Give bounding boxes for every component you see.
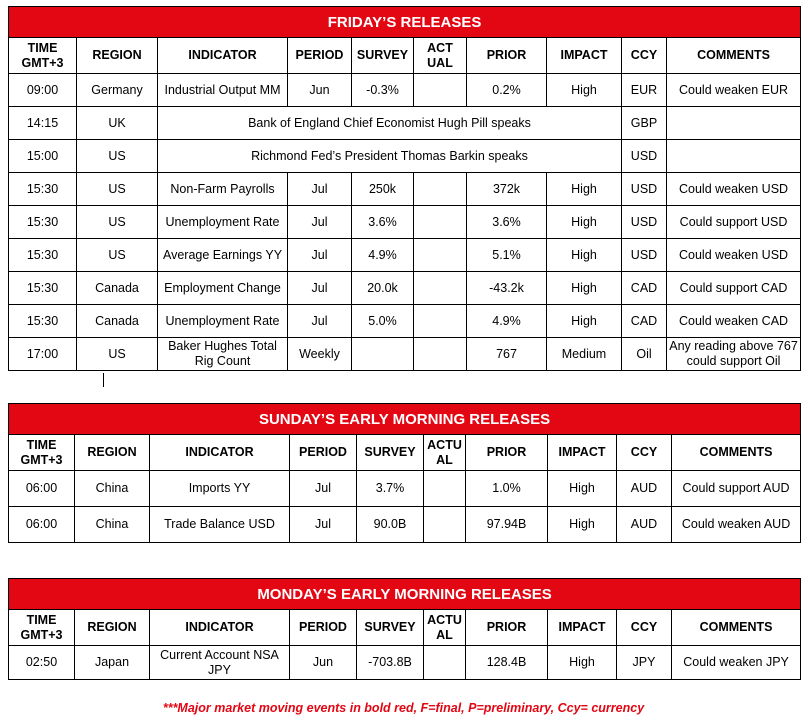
col-time: TIME GMT+3	[9, 610, 75, 646]
cell-survey	[352, 338, 414, 371]
cell-survey: 20.0k	[352, 272, 414, 305]
cell-time: 15:30	[9, 272, 77, 305]
cell-indicator: Baker Hughes Total Rig Count	[158, 338, 288, 371]
col-ccy: CCY	[617, 435, 672, 471]
cell-indicator: Average Earnings YY	[158, 239, 288, 272]
table-row	[9, 646, 801, 680]
table-row	[9, 140, 801, 173]
cell-actual	[424, 646, 466, 680]
cell-comments: Could weaken USD	[667, 239, 801, 272]
table-row	[9, 338, 801, 371]
col-region: REGION	[75, 435, 150, 471]
col-prior: PRIOR	[466, 610, 548, 646]
cell-period: Jul	[288, 206, 352, 239]
cell-indicator: Trade Balance USD	[150, 507, 290, 543]
col-actual: ACT UAL	[414, 38, 467, 74]
friday-header-row	[9, 38, 801, 74]
cell-actual	[424, 471, 466, 507]
cell-region: Japan	[75, 646, 150, 680]
cell-survey: 4.9%	[352, 239, 414, 272]
col-survey: SURVEY	[352, 38, 414, 74]
col-ccy: CCY	[622, 38, 667, 74]
col-period: PERIOD	[290, 610, 357, 646]
col-ccy: CCY	[617, 610, 672, 646]
cell-comments: Could support AUD	[672, 471, 801, 507]
cell-prior: 5.1%	[467, 239, 547, 272]
cell-time: 15:30	[9, 173, 77, 206]
cell-indicator: Imports YY	[150, 471, 290, 507]
cell-actual	[414, 272, 467, 305]
cell-comments: Could weaken AUD	[672, 507, 801, 543]
col-survey: SURVEY	[357, 610, 424, 646]
cell-survey: -703.8B	[357, 646, 424, 680]
cell-comments: Could weaken USD	[667, 173, 801, 206]
cell-actual	[414, 206, 467, 239]
cell-prior: 4.9%	[467, 305, 547, 338]
cell-region: UK	[77, 107, 158, 140]
cell-indicator: Industrial Output MM	[158, 74, 288, 107]
cell-survey: 5.0%	[352, 305, 414, 338]
cell-time: 14:15	[9, 107, 77, 140]
col-impact: IMPACT	[548, 610, 617, 646]
cell-actual	[424, 507, 466, 543]
cell-impact: High	[547, 173, 622, 206]
col-indicator: INDICATOR	[150, 435, 290, 471]
col-time: TIME GMT+3	[9, 435, 75, 471]
cell-region: China	[75, 471, 150, 507]
col-actual: ACTU AL	[424, 435, 466, 471]
cell-region: Canada	[77, 272, 158, 305]
col-prior: PRIOR	[467, 38, 547, 74]
cell-prior: 128.4B	[466, 646, 548, 680]
cell-actual	[414, 173, 467, 206]
cell-period: Jul	[288, 272, 352, 305]
cell-ccy: AUD	[617, 507, 672, 543]
cell-time: 02:50	[9, 646, 75, 680]
cell-indicator: Unemployment Rate	[158, 206, 288, 239]
cell-ccy: USD	[622, 140, 667, 173]
cell-impact: High	[547, 206, 622, 239]
col-comments: COMMENTS	[667, 38, 801, 74]
table-row	[9, 239, 801, 272]
cell-time: 15:30	[9, 239, 77, 272]
cell-time: 15:30	[9, 305, 77, 338]
cell-impact: High	[547, 272, 622, 305]
table-row	[9, 173, 801, 206]
cell-indicator: Current Account NSA JPY	[150, 646, 290, 680]
cell-region: US	[77, 206, 158, 239]
cell-time: 15:00	[9, 140, 77, 173]
cell-indicator: Employment Change	[158, 272, 288, 305]
monday-title: MONDAY’S EARLY MORNING RELEASES	[9, 579, 801, 610]
cell-comments: Could support USD	[667, 206, 801, 239]
table-row	[9, 471, 801, 507]
cell-ccy: USD	[622, 173, 667, 206]
col-prior: PRIOR	[466, 435, 548, 471]
cell-region: US	[77, 140, 158, 173]
col-time: TIME GMT+3	[9, 38, 77, 74]
cell-ccy: CAD	[622, 305, 667, 338]
monday-table	[8, 578, 801, 680]
friday-table	[8, 6, 801, 371]
cell-comments: Could weaken JPY	[672, 646, 801, 680]
cell-ccy: USD	[622, 206, 667, 239]
cell-period: Jun	[290, 646, 357, 680]
cell-period: Jul	[288, 173, 352, 206]
col-comments: COMMENTS	[672, 610, 801, 646]
cell-ccy: Oil	[622, 338, 667, 371]
monday-header-row	[9, 610, 801, 646]
cell-region: Germany	[77, 74, 158, 107]
cell-survey: 250k	[352, 173, 414, 206]
cell-region: US	[77, 338, 158, 371]
cell-prior: 3.6%	[467, 206, 547, 239]
cell-impact: High	[547, 305, 622, 338]
cell-ccy: GBP	[622, 107, 667, 140]
cell-period: Jul	[290, 471, 357, 507]
cell-comments	[667, 107, 801, 140]
cell-actual	[414, 305, 467, 338]
sunday-table	[8, 403, 801, 543]
table-row	[9, 272, 801, 305]
cell-event: Bank of England Chief Economist Hugh Pill speaks	[158, 107, 622, 140]
cell-region: US	[77, 173, 158, 206]
col-region: REGION	[75, 610, 150, 646]
col-survey: SURVEY	[357, 435, 424, 471]
cell-ccy: USD	[622, 239, 667, 272]
cell-ccy: JPY	[617, 646, 672, 680]
cell-ccy: AUD	[617, 471, 672, 507]
cell-impact: High	[548, 507, 617, 543]
friday-title: FRIDAY’S RELEASES	[9, 7, 801, 38]
table-row	[9, 107, 801, 140]
col-period: PERIOD	[288, 38, 352, 74]
cell-survey: 3.7%	[357, 471, 424, 507]
cell-actual	[414, 74, 467, 107]
cell-prior: 767	[467, 338, 547, 371]
cell-impact: High	[548, 646, 617, 680]
cell-prior: -43.2k	[467, 272, 547, 305]
cell-time: 15:30	[9, 206, 77, 239]
footnote: ***Major market moving events in bold red, F=final, P=preliminary, Ccy= currency	[162, 701, 645, 715]
cell-comments: Any reading above 767 could support Oil	[667, 338, 801, 371]
cell-ccy: EUR	[622, 74, 667, 107]
cell-survey: -0.3%	[352, 74, 414, 107]
cell-comments	[667, 140, 801, 173]
text-cursor	[103, 373, 104, 387]
cell-comments: Could support CAD	[667, 272, 801, 305]
cell-prior: 372k	[467, 173, 547, 206]
cell-survey: 3.6%	[352, 206, 414, 239]
cell-time: 17:00	[9, 338, 77, 371]
cell-actual	[414, 239, 467, 272]
cell-prior: 97.94B	[466, 507, 548, 543]
cell-event: Richmond Fed’s President Thomas Barkin speaks	[158, 140, 622, 173]
cell-actual	[414, 338, 467, 371]
cell-survey: 90.0B	[357, 507, 424, 543]
cell-indicator: Unemployment Rate	[158, 305, 288, 338]
cell-period: Jul	[288, 305, 352, 338]
col-indicator: INDICATOR	[150, 610, 290, 646]
col-impact: IMPACT	[547, 38, 622, 74]
cell-period: Weekly	[288, 338, 352, 371]
cell-prior: 0.2%	[467, 74, 547, 107]
col-indicator: INDICATOR	[158, 38, 288, 74]
cell-ccy: CAD	[622, 272, 667, 305]
col-actual: ACTU AL	[424, 610, 466, 646]
table-row	[9, 74, 801, 107]
cell-impact: Medium	[547, 338, 622, 371]
cell-comments: Could weaken CAD	[667, 305, 801, 338]
cell-period: Jul	[288, 239, 352, 272]
cell-indicator: Non-Farm Payrolls	[158, 173, 288, 206]
cell-region: Canada	[77, 305, 158, 338]
sunday-header-row	[9, 435, 801, 471]
cell-region: US	[77, 239, 158, 272]
col-impact: IMPACT	[548, 435, 617, 471]
table-row	[9, 206, 801, 239]
cell-time: 06:00	[9, 507, 75, 543]
col-period: PERIOD	[290, 435, 357, 471]
table-row	[9, 305, 801, 338]
cell-time: 06:00	[9, 471, 75, 507]
cell-region: China	[75, 507, 150, 543]
cell-time: 09:00	[9, 74, 77, 107]
col-region: REGION	[77, 38, 158, 74]
sunday-title: SUNDAY’S EARLY MORNING RELEASES	[9, 404, 801, 435]
table-row	[9, 507, 801, 543]
cell-impact: High	[547, 239, 622, 272]
cell-comments: Could weaken EUR	[667, 74, 801, 107]
cell-period: Jun	[288, 74, 352, 107]
cell-impact: High	[547, 74, 622, 107]
col-comments: COMMENTS	[672, 435, 801, 471]
cell-prior: 1.0%	[466, 471, 548, 507]
cell-impact: High	[548, 471, 617, 507]
cell-period: Jul	[290, 507, 357, 543]
